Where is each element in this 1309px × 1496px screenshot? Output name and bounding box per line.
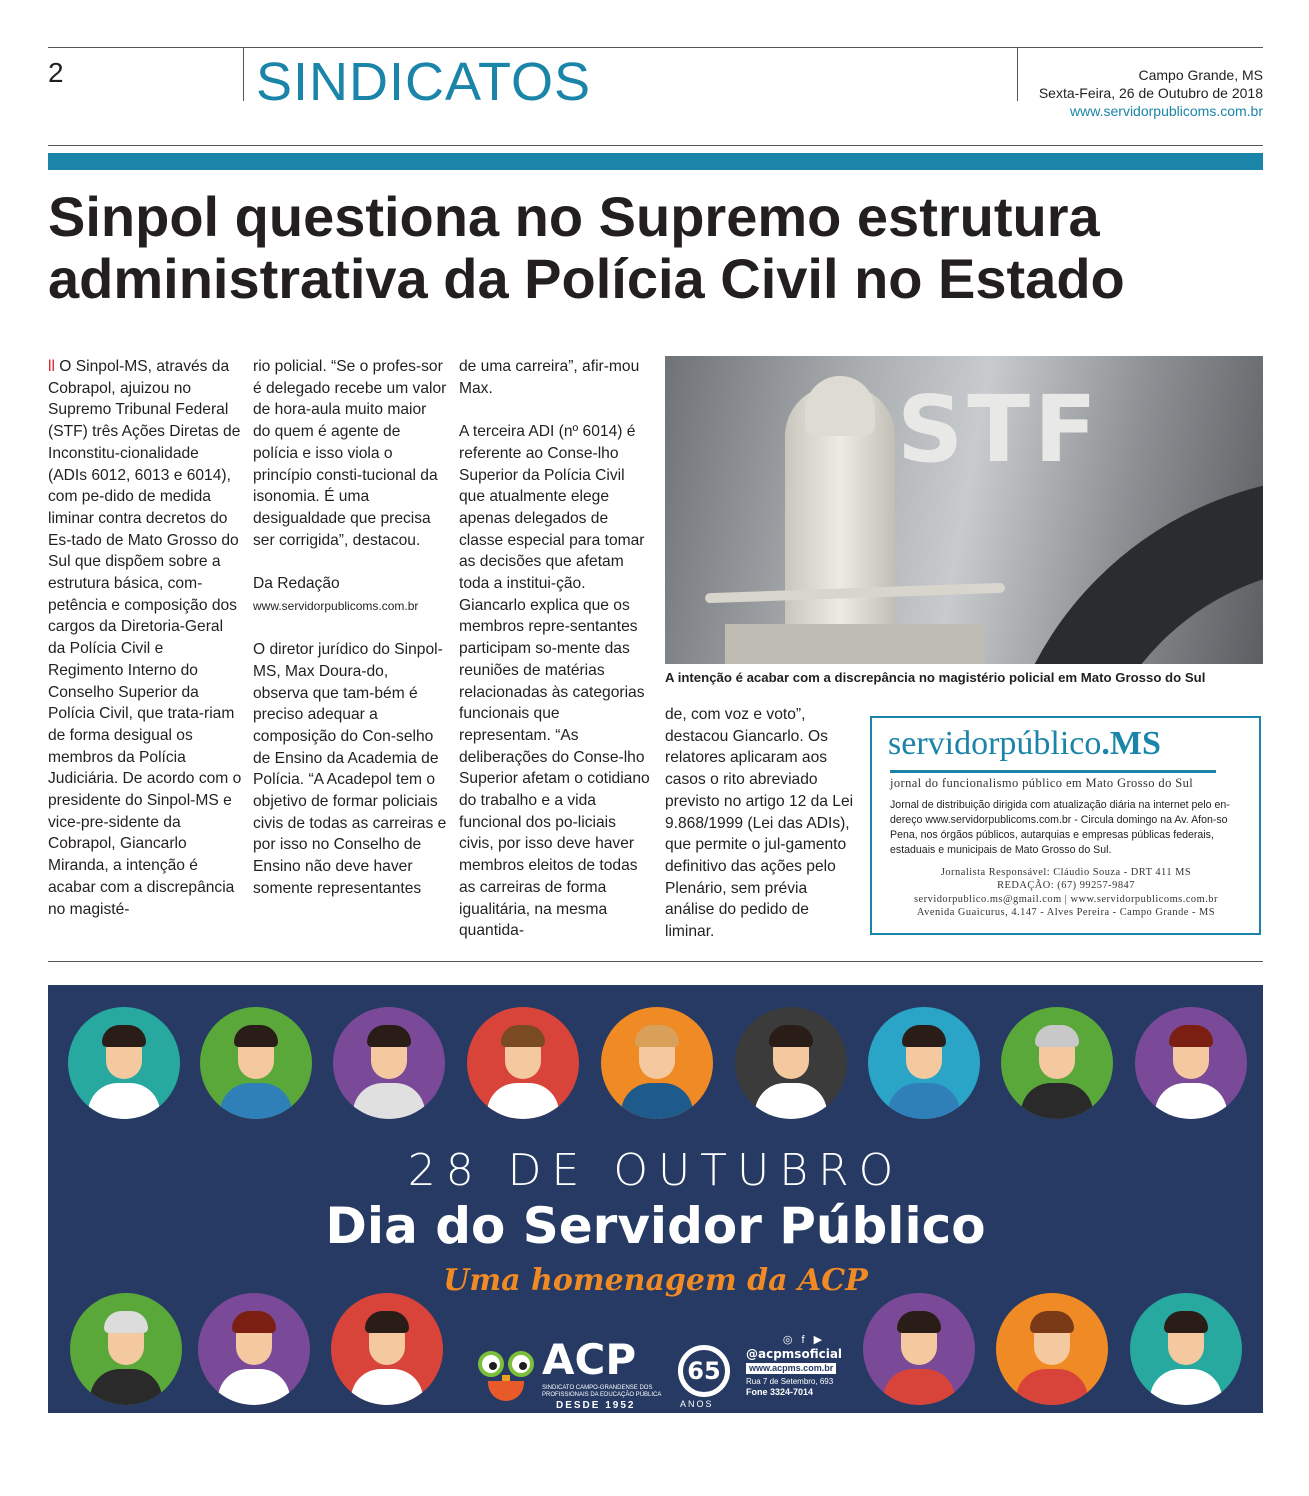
person-avatar-icon	[200, 1007, 312, 1119]
person-avatar-icon	[996, 1293, 1108, 1405]
article-bottom-rule	[48, 961, 1263, 962]
header-divider-left	[243, 47, 244, 101]
photo-building-arc	[995, 476, 1263, 664]
acp-phone: Fone 3324-7014	[746, 1387, 814, 1397]
article-text: O Sinpol-MS, através da Cobrapol, ajuizou no Supremo Tribunal Federal (STF) três Ações Diretas de Inconstitu-cionalidade (ADIs 6012, 6013 e 6014), com pe-dido de medida liminar contra decretos do Es-tado de Mato Grosso do Sul que dispõem sobre a estrutura básica, com-petência e composição dos cargos da Diretoria-Geral da Polícia Civil e Regimento Interno do Conselho Superior da Polícia Civil, que trata-riam de forma desigual os membros da Polícia Judiciária. De acordo com o presidente do Sinpol-MS e vice-pre-sidente da Cobrapol, Giancarlo Miranda, a intenção é acabar com a discrepância no magisté-	[48, 358, 242, 918]
masthead-credits	[880, 866, 1252, 920]
person-avatar-icon	[868, 1007, 980, 1119]
dateline-city: Campo Grande, MS	[1138, 67, 1263, 83]
header-top-rule	[48, 47, 1263, 48]
person-avatar-icon	[735, 1007, 847, 1119]
person-avatar-icon	[863, 1293, 975, 1405]
dateline-date: Sexta-Feira, 26 de Outubro de 2018	[1038, 85, 1263, 101]
masthead-journalist: Jornalista Responsável: Cláudio Souza - DRT 411 MS	[940, 867, 1192, 878]
owl-logo-icon	[476, 1343, 536, 1401]
acp-logo-text: ACP	[542, 1335, 637, 1384]
photo-statue-base	[725, 624, 985, 664]
dateline	[1039, 66, 1263, 120]
article-paragraph: de uma carreira”, afir-mou Max.	[459, 358, 640, 397]
anniversary-label: ANOS	[680, 1399, 714, 1409]
article-paragraph: A terceira ADI (nº 6014) é referente ao Conse-lho Superior da Polícia Civil que atualmente elege apenas delegados de classe especial para tomar as decisões que afetam toda a institui-ção. Giancarlo explica que os membros repre-sentantes participam so-mente das reuniões de matérias relacionadas às categorias funcionais que representam. “As deliberações do Conse-lho Superior afetam o cotidiano do trabalho e a vida funcional dos po-liciais civis, por isso deve haver membros eleitos de todas as carreiras de forma igualitária, na mesma quantida-	[459, 423, 650, 940]
anniversary-badge: 65	[678, 1345, 730, 1397]
byline-website[interactable]: www.servidorpublicoms.com.br	[253, 598, 419, 613]
header-bottom-rule	[48, 145, 1263, 146]
masthead-box	[870, 716, 1261, 935]
masthead-title-suffix: .MS	[1101, 725, 1161, 762]
photo-statue-head	[805, 376, 875, 436]
article-headline: Sinpol questiona no Supremo estrutura administrativa da Polícia Civil no Estado	[48, 185, 1125, 310]
article-paragraph: de, com voz e voto”, destacou Giancarlo. Os relatores aplicaram aos casos o rito abreviado previsto no artigo 12 da Lei 9.868/1999 (Lei das ADIs), que permite o jul-gamento definitivo das ações pelo Plenário, sem prévia análise do pedido de liminar.	[665, 706, 854, 941]
acp-website[interactable]: www.acpms.com.br	[746, 1363, 836, 1374]
acp-since: DESDE 1952	[556, 1400, 636, 1411]
article-paragraph	[48, 356, 242, 920]
section-band	[48, 153, 1263, 170]
person-avatar-icon	[333, 1007, 445, 1119]
masthead-contacts[interactable]: servidorpublico.ms@gmail.com | www.servidorpublicoms.com.br	[914, 893, 1218, 905]
photo-caption: A intenção é acabar com a discrepância no magistério policial em Mato Grosso do Sul	[665, 670, 1206, 685]
section-title: SINDICATOS	[256, 52, 592, 112]
person-avatar-icon	[601, 1007, 713, 1119]
ad-date: 28 DE OUTUBRO	[407, 1145, 904, 1196]
masthead-underline	[890, 770, 1216, 773]
person-avatar-icon	[1130, 1293, 1242, 1405]
acp-full-name: SINDICATO CAMPO-GRANDENSE DOS PROFISSIONAIS DA EDUCAÇÃO PÚBLICA	[542, 1385, 662, 1398]
social-handle[interactable]: @acpmsoficial	[746, 1347, 843, 1361]
masthead-newsroom: REDAÇÃO: (67) 99257-9847	[997, 880, 1135, 892]
person-avatar-icon	[68, 1007, 180, 1119]
masthead-title-main: servidorpúblico	[888, 725, 1102, 762]
acp-address: Rua 7 de Setembro, 693	[746, 1377, 834, 1386]
person-avatar-icon	[1135, 1007, 1247, 1119]
ad-tagline: Uma homenagem da ACP	[443, 1263, 868, 1298]
header-divider-right	[1017, 47, 1018, 101]
byline-author: Da Redação	[253, 575, 340, 593]
person-avatar-icon	[331, 1293, 443, 1405]
person-avatar-icon	[198, 1293, 310, 1405]
masthead-address: Avenida Guaicurus, 4.147 - Alves Pereira - Campo Grande - MS	[916, 907, 1216, 919]
article-column-1	[48, 356, 242, 920]
masthead-description: Jornal de distribuição dirigida com atualização diária na internet pelo en-dereço www.servidorpublicoms.com.br - Circula domingo na Av. Afon-so Pena, nos órgãos públicos, autarquias e empresas públicas federais, estaduais e municipais de Mato Grosso do Sul.	[890, 799, 1230, 856]
article-column-3	[459, 356, 653, 942]
person-avatar-icon	[70, 1293, 182, 1405]
byline	[253, 573, 447, 617]
lead-mark: ll	[48, 358, 55, 375]
article-photo	[665, 356, 1263, 664]
article-column-4	[665, 704, 860, 943]
masthead-title	[888, 722, 1161, 766]
page-number: 2	[48, 57, 64, 88]
photo-stf-sign: STF	[897, 376, 1101, 483]
article-column-2	[253, 356, 447, 900]
article-paragraph: rio policial. “Se o profes-sor é delegado recebe um valor de hora-aula muito maior do quem é agente de polícia e isso viola o princípio consti-tucional da isonomia. É uma desigualdade que precisa ser corrigida”, destacou.	[253, 358, 447, 549]
masthead-subtitle: jornal do funcionalismo público em Mato Grosso do Sul	[890, 776, 1194, 790]
ad-title: Dia do Servidor Público	[325, 1197, 986, 1255]
article-paragraph: O diretor jurídico do Sinpol-MS, Max Doura-do, observa que tam-bém é preciso adequar a composição do Con-selho de Ensino da Academia de Polícia. “A Acadepol tem o objetivo de formar policiais civis de todas as carreiras e por isso no Conselho de Ensino não deve haver somente representantes	[253, 641, 447, 897]
person-avatar-icon	[467, 1007, 579, 1119]
dateline-website[interactable]: www.servidorpublicoms.com.br	[1070, 103, 1263, 119]
person-avatar-icon	[1001, 1007, 1113, 1119]
social-media-icons: ◎ f ▶	[782, 1334, 826, 1346]
acp-advertisement	[48, 985, 1263, 1413]
